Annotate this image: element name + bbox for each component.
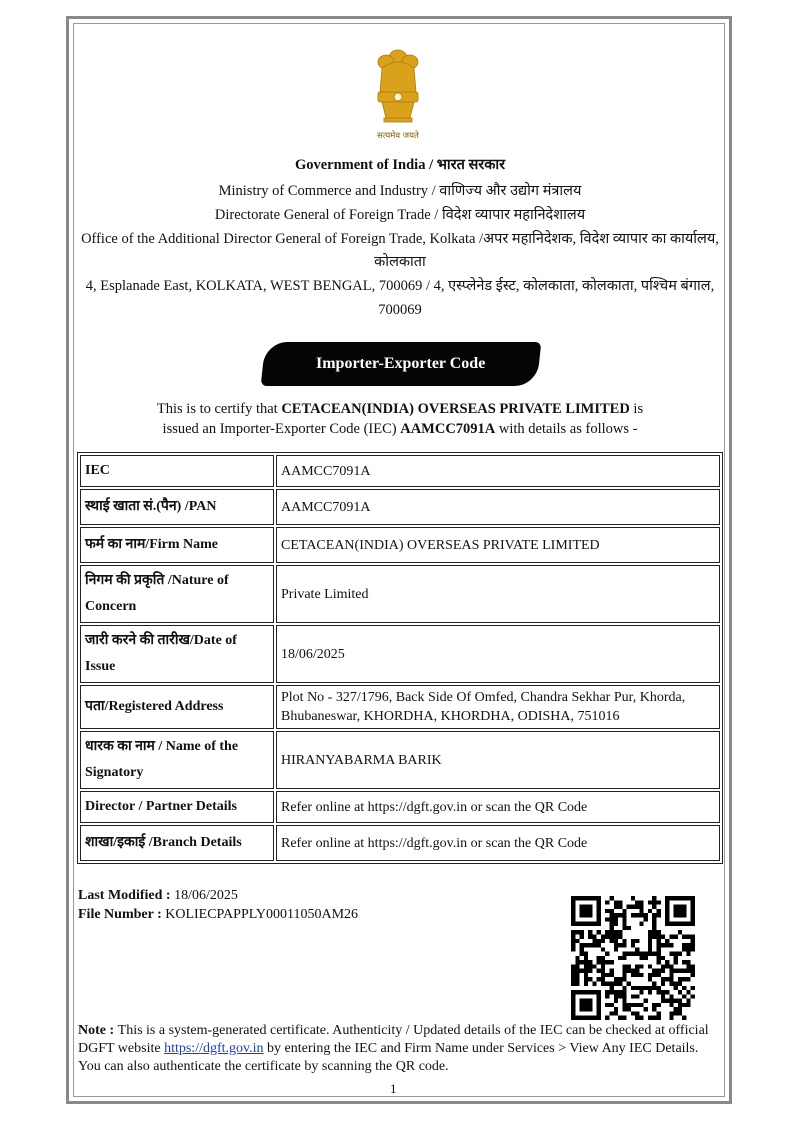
table-row [80, 731, 720, 789]
last-modified [78, 888, 238, 904]
row-value: AAMCC7091A [276, 489, 720, 525]
details-table [77, 452, 723, 864]
file-number-value: KOLIECPAPPLY00011050AM26 [165, 907, 359, 922]
row-value: Private Limited [276, 565, 720, 623]
certify-line-1 [80, 401, 720, 418]
row-value: Refer online at https://dgft.gov.in or scan the QR Code [276, 825, 720, 861]
last-modified-value: 18/06/2025 [174, 888, 238, 903]
header-address: 4, Esplanade East, KOLKATA, WEST BENGAL, 700069 / 4, एस्प्लेनेड ईस्ट, कोलकाता, कोलकाता, पश्चिम बंगाल, [85, 278, 715, 294]
table-row [80, 625, 720, 683]
row-label: Director / Partner Details [80, 791, 274, 823]
table-row [80, 685, 720, 729]
header-ministry: Ministry of Commerce and Industry / वाणिज्य और उद्योग मंत्रालय [218, 183, 582, 199]
certify-text: This is to certify that [156, 401, 282, 417]
row-value: AAMCC7091A [276, 455, 720, 487]
row-value: 18/06/2025 [276, 625, 720, 683]
note [78, 1022, 710, 1076]
emblem-motto: सत्यमेव जयते [377, 131, 419, 141]
note-text-2: by entering the IEC and Firm Name under Services > View Any IEC Details. You can also authenticate the certificate by scanning the QR code. [78, 1041, 699, 1074]
certify-text-mid: is [629, 401, 644, 417]
row-label: फर्म का नाम/Firm Name [80, 527, 274, 563]
table-row [80, 489, 720, 525]
table-row [80, 527, 720, 563]
row-label: शाखा/इकाई /Branch Details [80, 825, 274, 861]
certify-iec: AAMCC7091A [400, 421, 496, 437]
table-row [80, 791, 720, 823]
certify-company: CETACEAN(INDIA) OVERSEAS PRIVATE LIMITED [281, 401, 630, 417]
certify-text-post: with details as follows - [495, 421, 638, 437]
header-office: Office of the Additional Director General of Foreign Trade, Kolkata /अपर महानिदेशक, विदेश व्यापार का कार्यालय, [81, 231, 719, 247]
table-row [80, 565, 720, 623]
row-label: जारी करने की तारीख/Date of Issue [80, 625, 274, 683]
dgft-website-link[interactable]: https://dgft.gov.in [164, 1041, 264, 1056]
note-text: This is a system-generated certificate. Authenticity / Updated details of the IEC can be checked at official DGFT website [78, 1023, 709, 1056]
table-row [80, 825, 720, 861]
header-address-pin: 700069 [378, 302, 422, 318]
certify-text-2: issued an Importer-Exporter Code (IEC) [162, 421, 401, 437]
last-modified-label: Last Modified : [78, 888, 175, 903]
certificate-title-badge [261, 342, 542, 386]
page-number: 1 [390, 1081, 397, 1096]
qr-code-icon[interactable] [571, 896, 695, 1020]
table-row [80, 455, 720, 487]
file-number-label: File Number : [78, 907, 166, 922]
row-value: Refer online at https://dgft.gov.in or scan the QR Code [276, 791, 720, 823]
note-label: Note : [78, 1023, 118, 1038]
row-label: पता/Registered Address [80, 685, 274, 729]
header-directorate: Directorate General of Foreign Trade / विदेश व्यापार महानिदेशालय [214, 207, 586, 223]
certificate-title: Importer-Exporter Code [316, 355, 486, 372]
row-label: स्थाई खाता सं.(पैन) /PAN [80, 489, 274, 525]
row-label: निगम की प्रकृति /Nature of Concern [80, 565, 274, 623]
row-label: धारक का नाम / Name of the Signatory [80, 731, 274, 789]
header-government: Government of India / भारत सरकार [294, 157, 506, 173]
row-value: Plot No - 327/1796, Back Side Of Omfed, Chandra Sekhar Pur, Khorda, Bhubaneswar, KHORDHA, KHORDHA, ODISHA, 751016 [276, 685, 720, 729]
row-label: IEC [80, 455, 274, 487]
row-value: HIRANYABARMA BARIK [276, 731, 720, 789]
certify-line-2 [80, 421, 720, 438]
header-office-city: कोलकाता [374, 254, 426, 270]
ashoka-emblem-icon [366, 46, 430, 142]
file-number [78, 907, 358, 923]
row-value: CETACEAN(INDIA) OVERSEAS PRIVATE LIMITED [276, 527, 720, 563]
